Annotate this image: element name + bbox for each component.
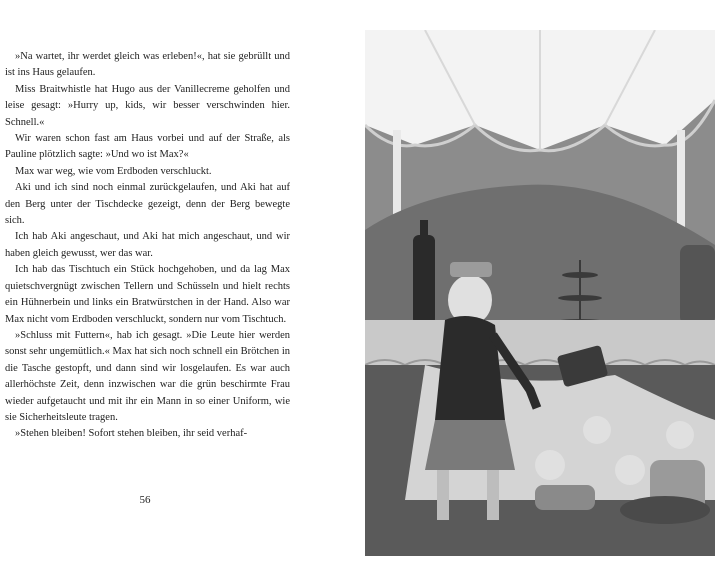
child-head — [535, 450, 565, 480]
paragraph: »Stehen bleiben! Sofort stehen bleiben, ihr seid verhaf- — [15, 428, 248, 440]
woman-leg — [487, 470, 499, 520]
cake-stand-tier — [558, 295, 602, 301]
cake-stand-tier — [562, 272, 598, 278]
woman-skirt — [425, 420, 515, 470]
page-number: 56 — [139, 494, 151, 506]
child-body — [535, 485, 595, 510]
paragraph: »Na wartet, ihr werdet gleich was erleben!«, hat sie gebrüllt und ist ins Haus gelaufen. — [5, 51, 290, 79]
table — [365, 320, 715, 365]
urn — [680, 245, 715, 325]
child-head — [615, 455, 645, 485]
bottle-neck — [420, 220, 428, 240]
paragraph: Wir waren schon fast am Haus vorbei und auf der Straße, als Pauline plötzlich sagte: »Und wo ist Max?« — [5, 133, 290, 161]
child-head — [666, 421, 694, 449]
child-head — [583, 416, 611, 444]
paragraph: Ich hab das Tischtuch ein Stück hochgehoben, und da lag Max quietschvergnügt zwischen Tellern und Schüsseln und hielt rechts ein Hühnerbein und links ein Bratwürstchen in der Hand. Also war Max nicht vom Erdboden verschluckt, sondern nur vom Tischtuch. — [5, 264, 290, 325]
paragraph: Miss Braitwhistle hat Hugo aus der Vanillecreme geholfen und leise gesagt: »Hurry up, kids, wir besser verschwinden hier. Schnell.« — [5, 83, 290, 128]
woman-body — [435, 316, 505, 420]
basket — [620, 496, 710, 524]
illustration — [365, 30, 715, 556]
paragraph: »Schluss mit Futtern«, hab ich gesagt. »Die Leute hier werden sonst sehr ungemütlich.« Max hat sich noch schnell ein Brötchen in die Tasche gestopft, und dann sind wir losgelaufen. Es war auch allerhöchste Zeit, denn inzwischen war die grün beschirmte Frau wieder aufgetaucht und mit ihr ein Mann in so einer Uniform, wie sie Sicherheitsleute tragen. — [5, 329, 290, 423]
book-page-left — [0, 0, 330, 576]
woman-hat — [450, 262, 492, 277]
bottle — [413, 235, 435, 325]
woman-leg — [437, 470, 449, 520]
text-block — [5, 49, 290, 443]
paragraph: Max war weg, wie vom Erdboden verschluckt. — [15, 165, 212, 177]
paragraph: Aki und ich sind noch einmal zurückgelaufen, und Aki hat auf den Berg unter der Tischdecke gezeigt, denn der Berg bewegte sich. — [5, 182, 290, 227]
paragraph: Ich hab Aki angeschaut, und Aki hat mich angeschaut, und wir haben gleich gewusst, wer das war. — [5, 231, 290, 259]
